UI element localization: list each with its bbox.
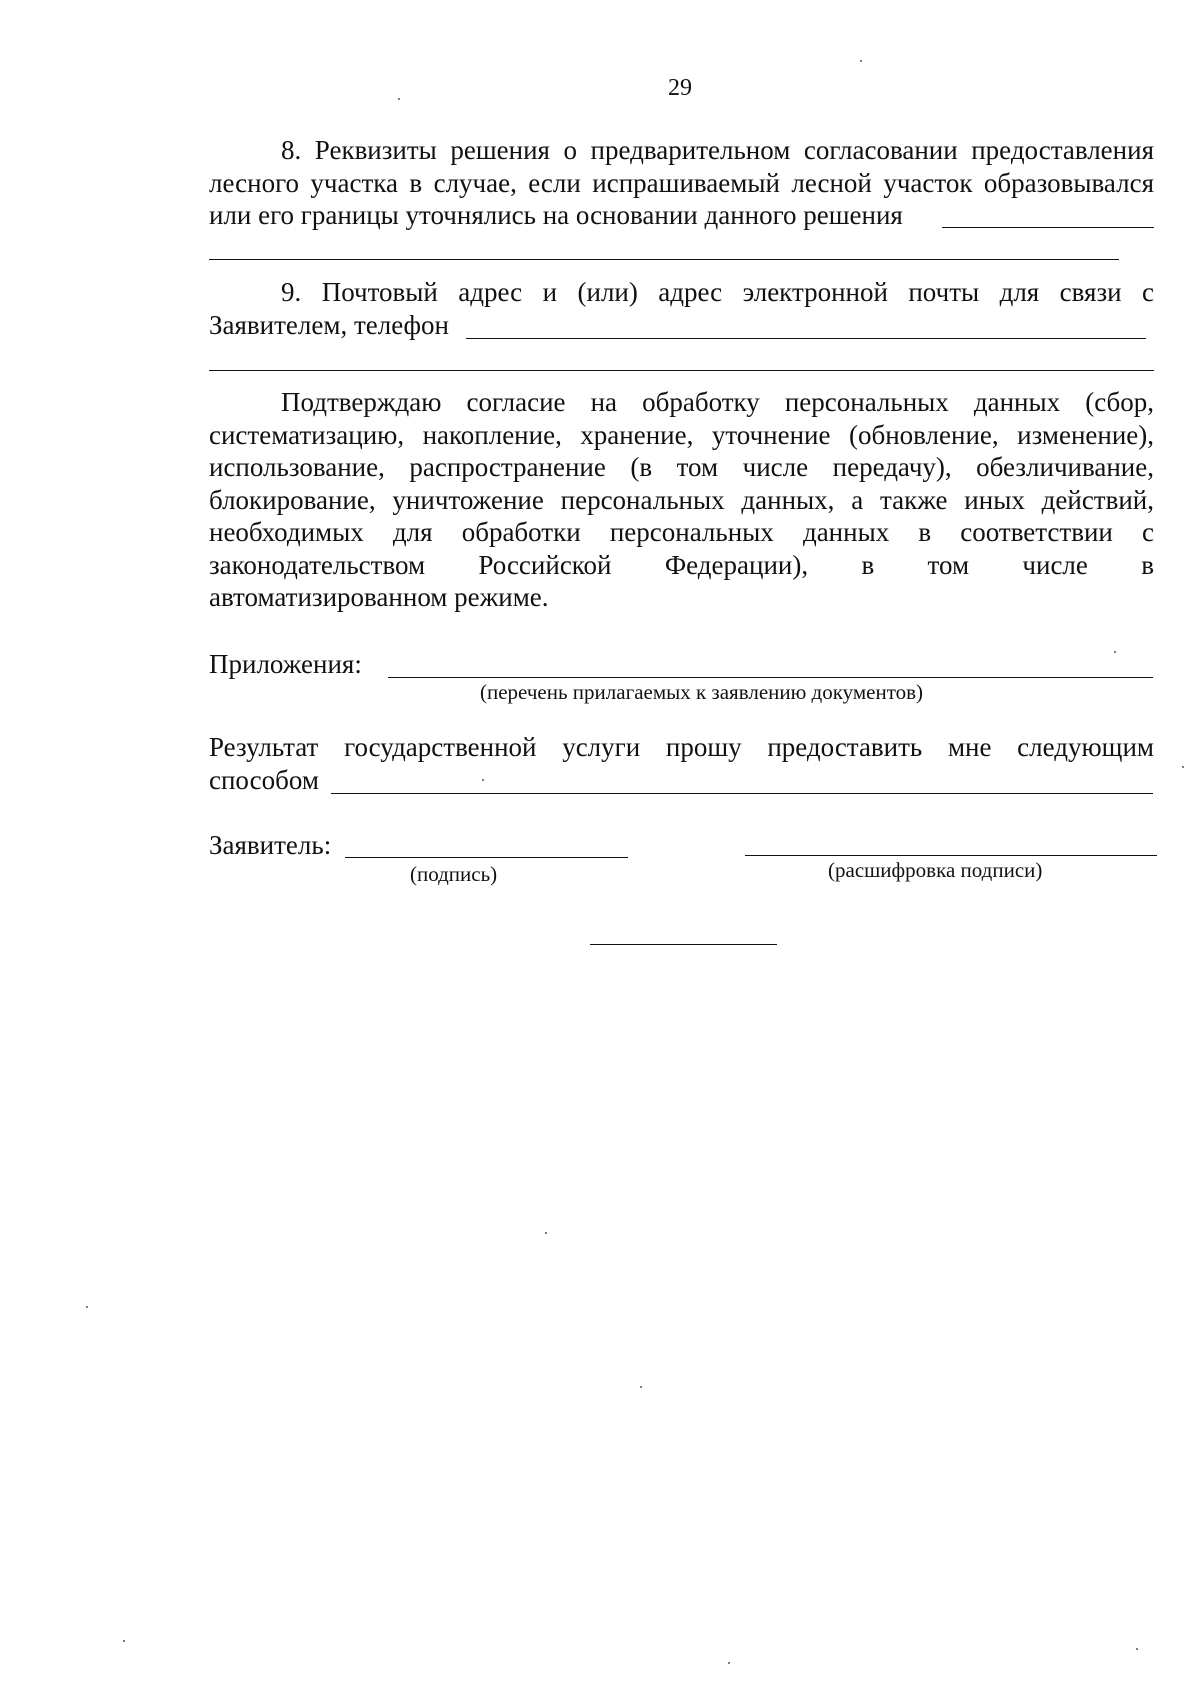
consent-line-5: необходимых для обработки персональных данных в соответствии с [209, 517, 1154, 547]
scan-speck [640, 1386, 642, 1388]
page-number: 29 [668, 75, 692, 101]
item-8-block [209, 134, 1154, 232]
scan-speck [860, 60, 862, 62]
attachments-fill-line[interactable] [388, 677, 1153, 678]
item-9-block [209, 276, 1154, 341]
consent-line-2: систематизацию, накопление, хранение, уточнение (обновление, изменение), [209, 419, 1154, 450]
closing-separator [590, 944, 777, 945]
scan-speck [86, 1306, 88, 1308]
scan-speck [482, 779, 484, 781]
scan-speck [1114, 651, 1116, 653]
result-line-2: способом [209, 764, 319, 795]
scan-speck [1182, 766, 1184, 768]
item-8-fill-line-2[interactable] [209, 259, 1119, 260]
consent-paragraph [209, 386, 1154, 614]
item-9-line-2: Заявителем, телефон [209, 309, 449, 340]
item-8-line-3: или его границы уточнялись на основании данного решения [209, 200, 903, 230]
item-8-line-2: лесного участка в случае, если испрашиваемый лесной участок образовывался [209, 167, 1154, 198]
result-block [209, 731, 1154, 796]
attachments-caption: (перечень прилагаемых к заявлению документов) [480, 680, 924, 704]
signature-fill-line[interactable] [345, 857, 628, 858]
consent-line-7: автоматизированном режиме. [209, 582, 549, 612]
signature-decoding-caption: (расшифровка подписи) [828, 858, 1043, 882]
item-9-fill-line-2[interactable] [209, 370, 1154, 371]
applicant-label: Заявитель: [209, 830, 332, 860]
scan-speck [1136, 1648, 1138, 1650]
consent-line-6: законодательством Российской Федерации), в том числе в [209, 549, 1154, 580]
signature-decoding-fill-line[interactable] [745, 855, 1157, 856]
consent-line-3: использование, распространение (в том числе передачу), обезличивание, [209, 452, 1154, 482]
scan-speck [398, 98, 400, 100]
item-8-line-1: 8. Реквизиты решения о предварительном согласовании предоставления [281, 135, 1154, 165]
consent-line-4: блокирование, уничтожение персональных данных, а также иных действий, [209, 484, 1154, 515]
result-line-1: Результат государственной услуги прошу предоставить мне следующим [209, 732, 1154, 762]
scan-speck [728, 1662, 730, 1664]
signature-caption: (подпись) [410, 862, 498, 886]
item-8-fill-line-1[interactable] [942, 227, 1154, 228]
item-9-fill-line-1[interactable] [466, 338, 1146, 339]
item-9-line-1: 9. Почтовый адрес и (или) адрес электронной почты для связи с [281, 277, 1154, 307]
scan-speck [545, 1232, 547, 1234]
result-fill-line[interactable] [331, 793, 1153, 794]
attachments-label: Приложения: [209, 649, 362, 679]
scan-speck [123, 1640, 125, 1642]
consent-line-1: Подтверждаю согласие на обработку персональных данных (сбор, [281, 387, 1154, 417]
